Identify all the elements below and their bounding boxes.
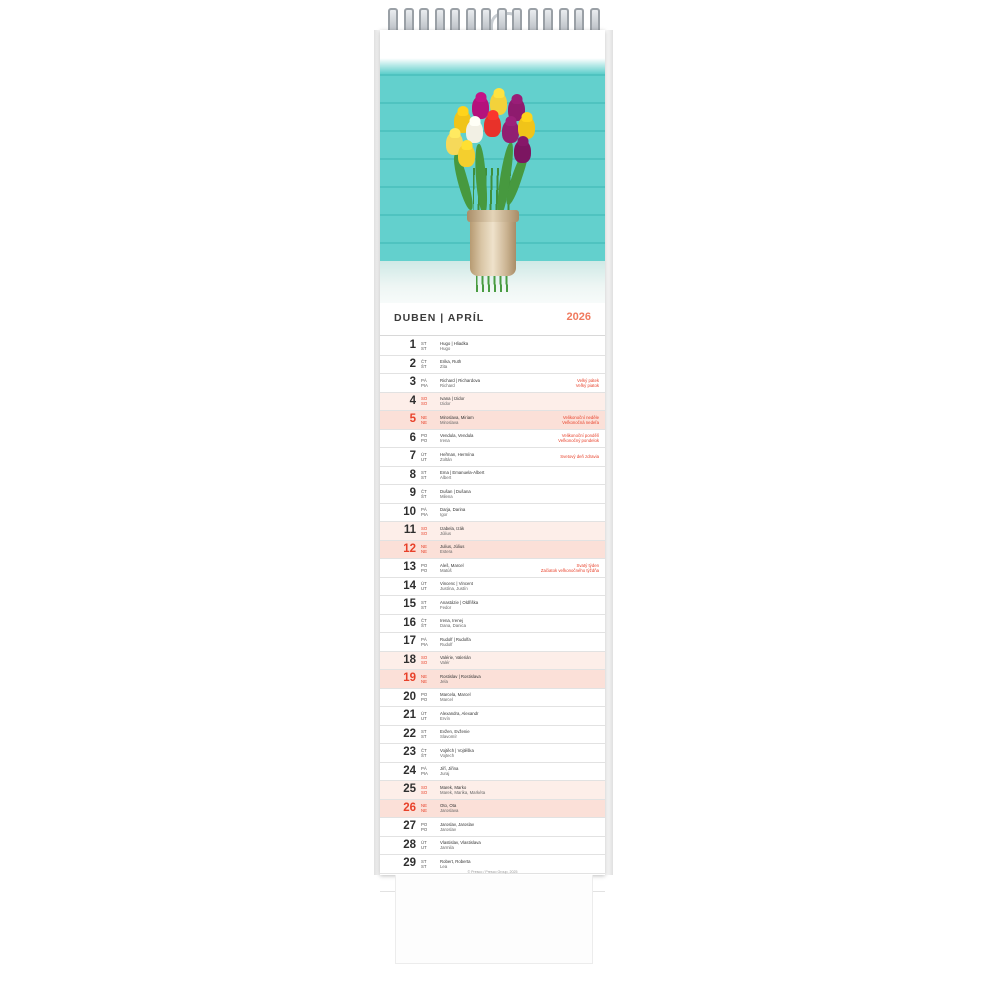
day-number: 6 — [409, 431, 416, 444]
day-of-week: ST ST — [421, 599, 427, 610]
day-of-week: PO PO — [421, 562, 428, 573]
day-of-week: NE NE — [421, 803, 427, 814]
table-row[interactable] — [380, 393, 605, 412]
day-number: 13 — [403, 561, 416, 573]
day-number: 4 — [409, 394, 416, 407]
day-of-week: SO SO — [421, 784, 428, 795]
day-of-week: ST ST — [421, 470, 427, 481]
day-of-week: PO PO — [421, 433, 428, 444]
table-row[interactable] — [380, 837, 605, 856]
blank-bottom-sheet — [395, 875, 593, 964]
table-row[interactable] — [380, 504, 605, 523]
table-row[interactable] — [380, 559, 605, 578]
holiday-note: Svatý týden Začiatok veľkonočného týždňa — [540, 562, 599, 573]
day-number: 21 — [403, 709, 416, 721]
name-day: Vlastislav, Vlastislava Jarmila — [440, 840, 481, 851]
day-of-week: ČT ŠT — [421, 618, 427, 629]
day-number: 15 — [403, 598, 416, 610]
holiday-note: Velikonoční pondělí Veľkonočný pondelok — [558, 433, 599, 444]
name-day: Aleš, Marcel Matúš — [440, 562, 464, 573]
name-day: Valérie, Valerián Valér — [440, 655, 471, 666]
calendar-page — [380, 30, 605, 875]
day-of-week: NE NE — [421, 544, 427, 555]
day-number: 19 — [403, 672, 416, 684]
holiday-note: Svetový deň zdravia — [560, 454, 599, 460]
table-row[interactable] — [380, 596, 605, 615]
day-of-week: SO SO — [421, 655, 428, 666]
table-row[interactable] — [380, 818, 605, 837]
name-day: Marek, Marko Marek, Marika, Markéta — [440, 784, 486, 795]
month-header — [380, 303, 605, 336]
day-number: 12 — [403, 542, 416, 555]
table-row[interactable] — [380, 578, 605, 597]
day-of-week: ST ST — [421, 340, 427, 351]
day-of-week: ÚT UT — [421, 451, 427, 462]
table-row[interactable] — [380, 430, 605, 449]
day-of-week: ST ST — [421, 729, 427, 740]
tulip-bouquet-photo — [380, 48, 605, 303]
table-row[interactable] — [380, 411, 605, 430]
day-number: 20 — [403, 690, 416, 703]
day-number: 16 — [403, 616, 416, 629]
day-number: 3 — [409, 376, 416, 388]
day-of-week: NE NE — [421, 414, 427, 425]
table-row[interactable] — [380, 485, 605, 504]
day-number: 24 — [403, 764, 416, 777]
page-shadow-right — [605, 30, 613, 875]
holiday-note: Velký pátek Veľký piatok — [575, 377, 599, 388]
name-day: Rostislav | Rostislava Jela — [440, 673, 481, 684]
page-title: DUBEN | APRÍL — [394, 312, 485, 324]
day-of-week: PÁ PIA — [421, 766, 428, 777]
name-day: Irena, Irenej Dana, Danica — [440, 618, 467, 629]
day-of-week: ČT ŠT — [421, 747, 427, 758]
name-day: Alexandra, Alexandr Ervín — [440, 710, 479, 721]
table-row[interactable] — [380, 689, 605, 708]
table-row[interactable] — [380, 541, 605, 560]
holiday-note: Velikonoční neděle Veľkonočná nedeľa — [562, 414, 599, 425]
day-list — [380, 337, 605, 892]
day-of-week: PÁ PIA — [421, 507, 428, 518]
name-day: Jiří, Jiřina Juraj — [440, 766, 459, 777]
name-day: Jaroslav, Jaroslav Jaroslav — [440, 821, 475, 832]
name-day: Rudolf | Rudolfa Rudolf — [440, 636, 471, 647]
day-number: 1 — [409, 339, 416, 351]
day-number: 18 — [403, 653, 416, 666]
name-day: Erika, Ruth Zita — [440, 359, 462, 370]
day-of-week: ST ST — [421, 858, 427, 869]
day-of-week: NE NE — [421, 673, 427, 684]
day-number: 5 — [409, 413, 416, 425]
table-row[interactable] — [380, 670, 605, 689]
name-day: Robert, Roberta Lea — [440, 858, 471, 869]
day-number: 28 — [403, 838, 416, 851]
burlap-vase — [470, 216, 516, 276]
day-of-week: ÚT UT — [421, 581, 427, 592]
table-row[interactable] — [380, 707, 605, 726]
day-number: 25 — [403, 783, 416, 795]
name-day: Vojtěch | Vojtěška Vojtech — [440, 747, 474, 758]
day-of-week: SO SO — [421, 396, 428, 407]
table-row[interactable] — [380, 781, 605, 800]
day-number: 23 — [403, 746, 416, 758]
name-day: Vincenc | Vincent Justína, Justín — [440, 581, 473, 592]
name-day: Julius, Július Estera — [440, 544, 465, 555]
table-row[interactable] — [380, 652, 605, 671]
day-number: 8 — [409, 468, 416, 481]
table-row[interactable] — [380, 337, 605, 356]
day-number: 11 — [403, 524, 416, 536]
day-number: 7 — [409, 450, 416, 462]
table-row[interactable] — [380, 374, 605, 393]
tulip-icon — [458, 144, 475, 167]
day-of-week: PÁ PIA — [421, 636, 428, 647]
day-of-week: PO PO — [421, 692, 428, 703]
day-number: 22 — [403, 727, 416, 740]
year-label: 2026 — [566, 311, 591, 323]
day-number: 26 — [403, 801, 416, 814]
table-row[interactable] — [380, 763, 605, 782]
table-row[interactable] — [380, 615, 605, 634]
table-row[interactable] — [380, 800, 605, 819]
day-of-week: ČT ŠT — [421, 488, 427, 499]
name-day: Hugo | Hliadka Hugo — [440, 340, 469, 351]
day-number: 2 — [409, 357, 416, 370]
day-number: 9 — [409, 487, 416, 499]
day-of-week: ČT ŠT — [421, 359, 427, 370]
day-of-week: PO PO — [421, 821, 428, 832]
table-row[interactable] — [380, 467, 605, 486]
name-day: Marcela, Marcel Marcel — [440, 692, 471, 703]
tulip-icon — [514, 140, 531, 163]
copyright-note: © Presco / Presco Group, 2025 — [467, 870, 518, 874]
name-day: Miroslava, Miriam Miroslava — [440, 414, 474, 425]
day-of-week: SO SO — [421, 525, 428, 536]
day-number: 17 — [403, 635, 416, 647]
table-row[interactable] — [380, 633, 605, 652]
name-day: Richard | Richardova Richard — [440, 377, 481, 388]
table-row[interactable] — [380, 744, 605, 763]
name-day: Anastázie | Oldřiška Fedor — [440, 599, 479, 610]
table-row[interactable] — [380, 448, 605, 467]
name-day: Izabela, Izák Július — [440, 525, 465, 536]
table-row[interactable] — [380, 356, 605, 375]
name-day: Darja, Darina Igor — [440, 507, 466, 518]
name-day: Evžen, Evženie Slavomír — [440, 729, 470, 740]
day-of-week: PÁ PIA — [421, 377, 428, 388]
day-of-week: ÚT UT — [421, 710, 427, 721]
name-day: Oto, Ota Jaroslava — [440, 803, 459, 814]
day-number: 14 — [403, 579, 416, 592]
day-number: 10 — [403, 505, 416, 518]
table-row[interactable] — [380, 726, 605, 745]
name-day: Ivana | Izidor Izidor — [440, 396, 465, 407]
name-day: Vendula, Vendula Irena — [440, 433, 474, 444]
day-number: 27 — [403, 820, 416, 832]
name-day: Dušan | Dušana Milena — [440, 488, 471, 499]
tulip-icon — [484, 114, 501, 137]
name-day: Ema | Emanuela-Albert Albert — [440, 470, 485, 481]
table-row[interactable] — [380, 522, 605, 541]
name-day: Heřman, Hermína Zoltán — [440, 451, 475, 462]
day-number: 29 — [403, 857, 416, 869]
day-of-week: ÚT UT — [421, 840, 427, 851]
